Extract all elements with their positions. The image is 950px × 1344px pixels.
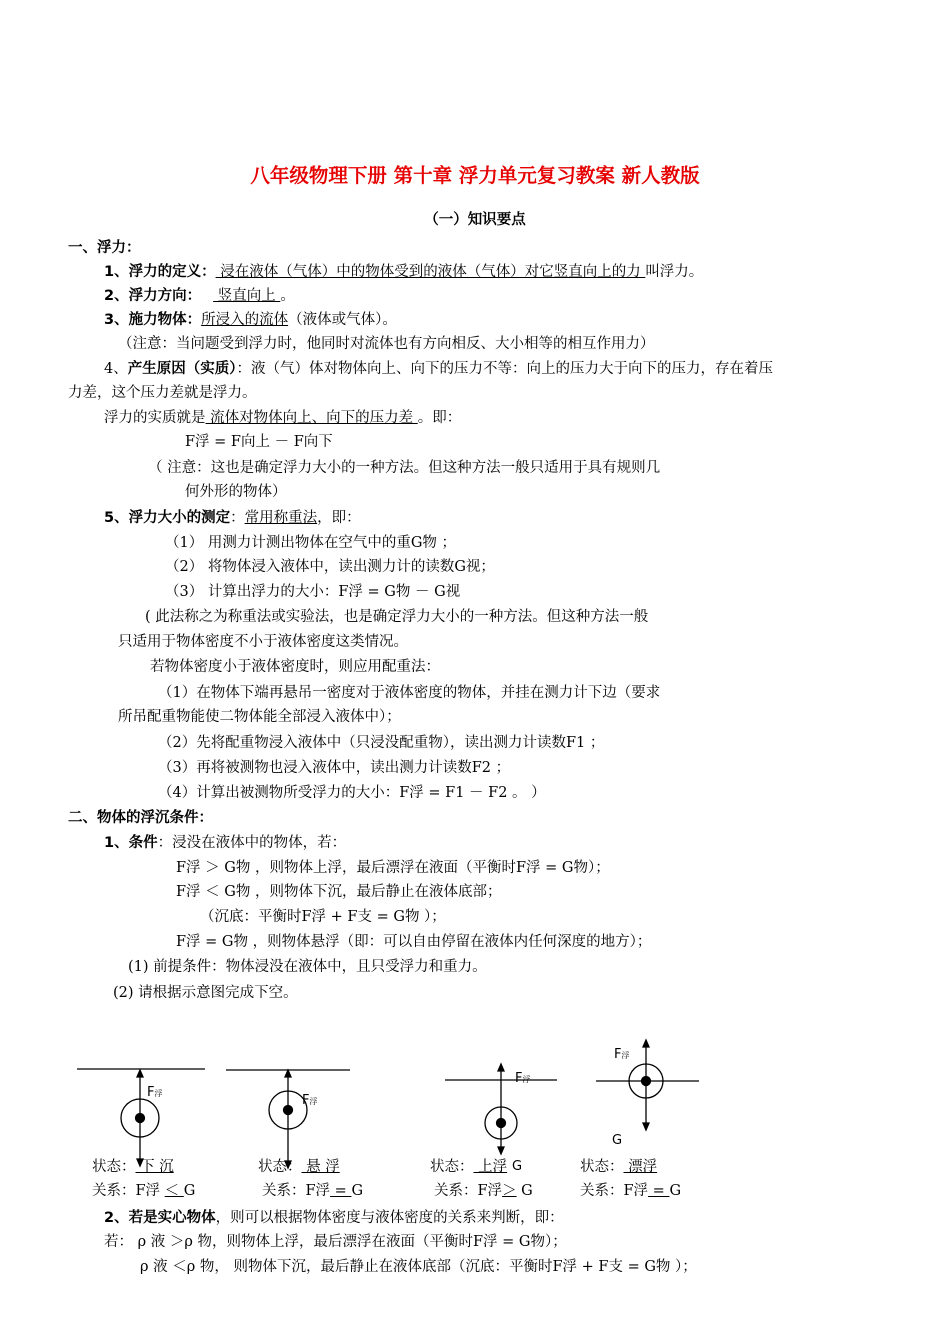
cause-number: 4、	[104, 361, 128, 377]
document-title: 八年级物理下册 第十章 浮力单元复习教案 新人教版	[250, 164, 700, 187]
definition-label: 1、浮力的定义：	[104, 264, 216, 280]
source-value: 所浸入的流体	[201, 312, 289, 328]
precondition: (1) 前提条件：物体浸没在液体中，且只受浮力和重力。	[128, 959, 487, 975]
measure-line	[104, 508, 361, 528]
buoyancy-arrowhead-3	[498, 1064, 504, 1071]
counterweight-step-1-continued: 所吊配重物能使二物体能全部浸入液体中）；	[118, 709, 401, 725]
state-1: 状态： 下 沉	[92, 1159, 174, 1175]
measure-label: 5、浮力大小的测定	[104, 510, 231, 526]
condition-sink-note: （沉底：平衡时F浮 + F支 = G物 ）；	[200, 909, 446, 925]
fill-instruction: (2) 请根据示意图完成下空。	[113, 985, 298, 1001]
relation-4: 关系：F浮 = G	[580, 1183, 682, 1199]
condition-suspend: F浮 = G物 ，则物体悬浮（即：可以自由停留在液体内任何深度的地方）；	[176, 934, 652, 950]
source-tail: （液体或气体）。	[288, 312, 397, 328]
state-4: 状态： 漂浮	[580, 1159, 658, 1175]
essence-line	[104, 408, 461, 428]
state-3: 状态： 上浮	[430, 1159, 508, 1175]
measure-value: 常用称重法	[244, 510, 318, 526]
cause-text-continued: 力差，这个压力差就是浮力。	[68, 385, 257, 401]
condition-sink: F浮 ＜ G物 ，则物体下沉，最后静止在液体底部；	[176, 884, 502, 900]
solid-object-text: ，则可以根据物体密度与液体密度的关系来判断，即：	[215, 1210, 564, 1226]
cause-text: ：液（气）体对物体向上、向下的压力不等：向上的压力大于向下的压力，存在着压	[236, 361, 773, 377]
condition-text: ：浸没在液体中的物体，若：	[157, 835, 347, 851]
essence-value: 流体对物体向上、向下的压力差	[205, 410, 418, 426]
counterweight-step-2: （2）先将配重物浸入液体中（只浸没配重物），读出测力计读数F1 ；	[158, 735, 605, 751]
cause-label: 产生原因（实质）	[127, 361, 237, 377]
measure-step-2: （2） 将物体浸入液体中，读出测力计的读数G视；	[165, 559, 495, 575]
relation-3: 关系：F浮＞ G	[434, 1183, 533, 1199]
relation-1: 关系：F浮 ＜ G	[92, 1183, 196, 1199]
force-label-g-3: G	[512, 1159, 523, 1170]
definition-tail: 叫浮力。	[645, 264, 704, 280]
measure-colon: ：	[230, 510, 245, 526]
source-label: 3、施力物体：	[104, 312, 202, 328]
condition-rise: F浮 ＞ G物 ，则物体上浮，最后漂浮在液面（平衡时F浮 = G物）；	[176, 860, 610, 876]
density-rule-rise: 若： ρ 液 ＞ρ 物，则物体上浮，最后漂浮在液面（平衡时F浮 = G物）；	[104, 1234, 567, 1250]
force-label-g-4: G	[612, 1133, 623, 1148]
solid-object-label: 2、若是实心物体	[104, 1210, 216, 1226]
section-heading-buoyancy: 一、浮力：	[68, 240, 141, 256]
force-label-f-3: F浮	[515, 1071, 531, 1086]
force-label-f-2: F浮	[302, 1093, 318, 1108]
note-weighing-method-continued: 只适用于物体密度不小于液体密度这类情况。	[118, 634, 408, 650]
counterweight-intro: 若物体密度小于液体密度时，则应用配重法：	[150, 659, 440, 675]
note-regular-shape: （ 注意：这也是确定浮力大小的一种方法。但这种方法一般只适用于具有规则几	[148, 460, 661, 476]
measure-tail: ，即：	[317, 510, 361, 526]
density-rule-sink: ρ 液 ＜ρ 物， 则物体下沉，最后静止在液体底部（沉底：平衡时F浮 + F支 = G物 ）；	[140, 1259, 697, 1275]
force-label-f-1: F浮	[147, 1085, 163, 1100]
section-heading-float-sink: 二、物体的浮沉条件：	[68, 810, 213, 826]
buoyancy-arrowhead-2	[285, 1070, 291, 1077]
note-interaction: （注意：当问题受到浮力时，他同时对流体也有方向相反、大小相等的相互作用力）	[118, 336, 655, 352]
section-subtitle: （一）知识要点	[424, 212, 526, 228]
buoyancy-diagrams	[0, 1030, 950, 1170]
definition-line	[104, 262, 703, 282]
essence-prefix: 浮力的实质就是	[104, 410, 206, 426]
cause-line	[104, 359, 773, 379]
buoyancy-arrowhead-1	[137, 1070, 143, 1077]
measure-step-3: （3） 计算出浮力的大小：F浮 = G物 － G视	[165, 584, 461, 600]
direction-label: 2、浮力方向：	[104, 288, 202, 304]
gravity-arrowhead-3	[498, 1147, 504, 1154]
source-line	[104, 310, 397, 330]
essence-tail: 。即：	[417, 410, 462, 426]
force-label-f-4: F浮	[614, 1047, 630, 1062]
note-regular-shape-continued: 何外形的物体）	[185, 484, 287, 500]
direction-value: 竖直向上	[213, 288, 281, 304]
condition-label: 1、条件	[104, 835, 158, 851]
condition-line	[104, 833, 346, 853]
counterweight-step-3: （3）再将被测物也浸入液体中，读出测力计读数F2 ；	[158, 760, 511, 776]
direction-tail: 。	[280, 288, 295, 304]
measure-step-1: （1） 用测力计测出物体在空气中的重G物 ；	[165, 535, 457, 551]
object-center-4	[642, 1077, 651, 1086]
solid-object-line	[104, 1208, 564, 1228]
definition-value: 浸在液体（气体）中的物体受到的液体（气体）对它竖直向上的力	[215, 264, 646, 280]
direction-line	[104, 286, 295, 306]
buoyancy-arrowhead-4	[643, 1040, 649, 1047]
state-2: 状态： 悬 浮	[258, 1159, 340, 1175]
gravity-arrowhead-4	[643, 1123, 649, 1130]
relation-2: 关系：F浮 = G	[262, 1183, 364, 1199]
counterweight-step-1: （1）在物体下端再悬吊一密度对于液体密度的物体，并挂在测力计下边（要求	[158, 685, 661, 701]
formula-pressure-difference: F浮 = F向上 － F向下	[185, 434, 333, 450]
counterweight-step-4: （4）计算出被测物所受浮力的大小：F浮 = F1 － F2 。 ）	[158, 785, 546, 801]
note-weighing-method: ( 此法称之为称重法或实验法，也是确定浮力大小的一种方法。但这种方法一般	[145, 609, 649, 625]
